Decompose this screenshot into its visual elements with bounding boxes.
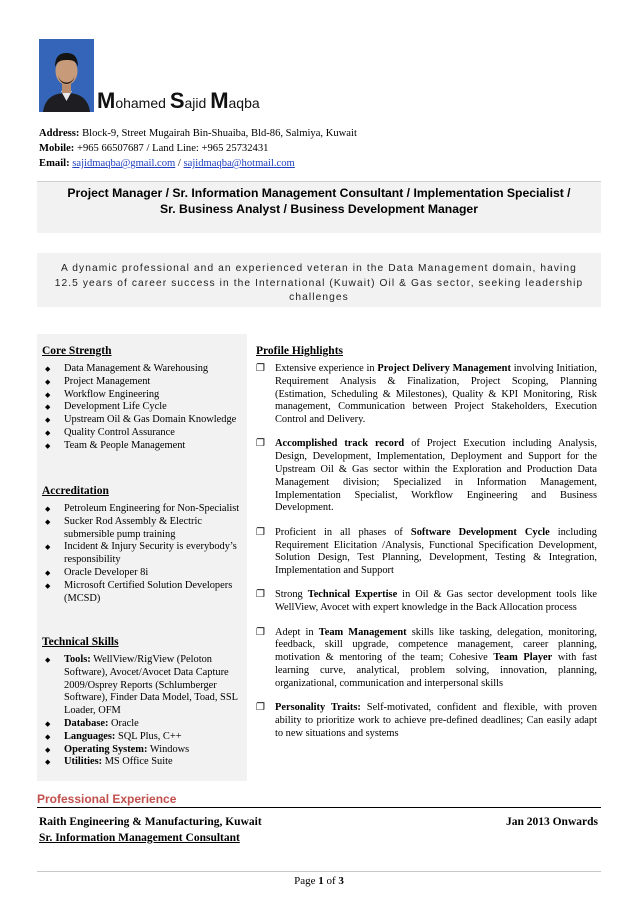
technical-skills-title: Technical Skills: [42, 636, 119, 648]
list-item: ◆ Petroleum Engineering for Non-Specialist: [45, 503, 240, 514]
email-link-gmail[interactable]: sajidmaqba@gmail.com: [72, 158, 176, 169]
job-date: Jan 2013 Onwards: [505, 816, 598, 828]
list-item: ◆ Tools: WellView/RigView (Peloton Software), Avocet/Avocet Data Capture 2009/Osprey Reports (Schlumberger Software), Finder Data Model, Toad, SSL Loader, OFM: [45, 654, 238, 717]
list-item: ❐ Strong Technical Expertise in Oil & Gas sector development tools like WellView, Avocet with expert knowledge in the Back Allocation process: [256, 589, 597, 614]
address-line: Address: Block-9, Street Mugairah Bin-Shuaiba, Bld-86, Salmiya, Kuwait: [39, 128, 357, 139]
list-item: ◆ Quality Control Assurance: [45, 426, 175, 438]
list-item: ◆ Incident & Injury Security is everybody’s responsibility: [45, 541, 237, 566]
profile-highlights-title: Profile Highlights: [256, 345, 343, 357]
mobile-line: Mobile: +965 66507687 / Land Line: +965 25732431: [39, 143, 269, 154]
core-strength-section: [42, 345, 242, 453]
accreditation-section: [42, 485, 242, 605]
list-item: ◆ Microsoft Certified Solution Developers (MCSD): [45, 579, 233, 604]
job-role: Sr. Information Management Consultant: [39, 832, 240, 844]
list-item: ◆ Workflow Engineering: [45, 388, 160, 400]
technical-skills-list: [42, 654, 242, 769]
list-item: ◆ Utilities: MS Office Suite: [45, 756, 173, 768]
core-strength-list: [42, 363, 242, 453]
profile-photo: [39, 39, 94, 112]
technical-skills-section: [42, 636, 242, 769]
list-item: ◆ Operating System: Windows: [45, 743, 190, 755]
email-link-hotmail[interactable]: sajidmaqba@hotmail.com: [183, 158, 295, 169]
list-item: ❐ Adept in Team Management skills like tasking, delegation, monitoring, feedback, skill upgrade, competence management, career planning, motivation & mentoring of the team; Cohesive Team Player with fast learning curve, analytical, problem solving, innovation, planning, organizational, communication and interpersonal skills: [256, 626, 598, 689]
list-item: ◆ Development Life Cycle: [45, 401, 167, 413]
core-strength-title: Core Strength: [42, 345, 112, 357]
list-item: ❐ Extensive experience in Project Delivery Management involving Initiation, Requirement Analysis & Finalization, Project Scoping, Planning (Estimation, Scheduling & Milestones), Quality & KPI Monitoring, Risk management, Communication between Project Stakeholders, Execution Control and Delivery.: [256, 363, 598, 426]
list-item: ◆ Sucker Rod Assembly & Electric submersible pump training: [45, 515, 202, 540]
list-item: ❐ Personality Traits: Self-motivated, confident and flexible, with proven ability to prioritize work to achieve pre-defined deadlines; Can easily adapt to new situations and systems: [256, 702, 597, 739]
accreditation-list: [42, 503, 242, 605]
list-item: ◆ Oracle Developer 8i: [45, 566, 149, 578]
accreditation-title: Accreditation: [42, 485, 109, 497]
list-item: ❐ Accomplished track record of Project Execution including Analysis, Design, Development, Implementation, Deployment and Support for the Upstream Oil & Gas sector within the Exploration and Production Data Management division; Specialized in Information Management, Implementation Specialist, Workflow Engineering and Business Development.: [256, 438, 598, 514]
profile-summary: A dynamic professional and an experienced veteran in the Data Management domain, having 12.5 years of career success in the International (Kuwait) Oil & Gas sector, seeking leadership challenges: [54, 263, 584, 303]
list-item: ◆ Data Management & Warehousing: [45, 363, 209, 374]
job-headline: Project Manager / Sr. Information Management Consultant / Implementation Specialist / Sr. Business Analyst / Business Development Manager: [67, 186, 571, 216]
section-divider: [37, 807, 601, 808]
list-item: ◆ Languages: SQL Plus, C++: [45, 730, 182, 742]
professional-experience-title: Professional Experience: [37, 792, 177, 806]
list-item: ❐ Proficient in all phases of Software Development Cycle including Requirement Elicitation /Analysis, Functional Specification Development, Solution Design, Test Planning, Development, Testing & Integration, Implementation and Support: [256, 526, 597, 577]
page-number: Page 1 of 3: [294, 875, 344, 887]
footer-divider: [37, 871, 601, 872]
list-item: ◆ Upstream Oil & Gas Domain Knowledge: [45, 414, 237, 426]
profile-highlights-list: [256, 363, 597, 740]
company-name: Raith Engineering & Manufacturing, Kuwait: [39, 816, 262, 828]
candidate-name: Mohamed Sajid Maqba: [97, 88, 260, 113]
profile-highlights-section: [256, 345, 597, 752]
list-item: ◆ Project Management: [45, 375, 151, 387]
list-item: ◆ Database: Oracle: [45, 717, 139, 729]
list-item: ◆ Team & People Management: [45, 439, 186, 451]
email-line: Email: sajidmaqba@gmail.com / sajidmaqba@hotmail.com: [39, 158, 295, 169]
